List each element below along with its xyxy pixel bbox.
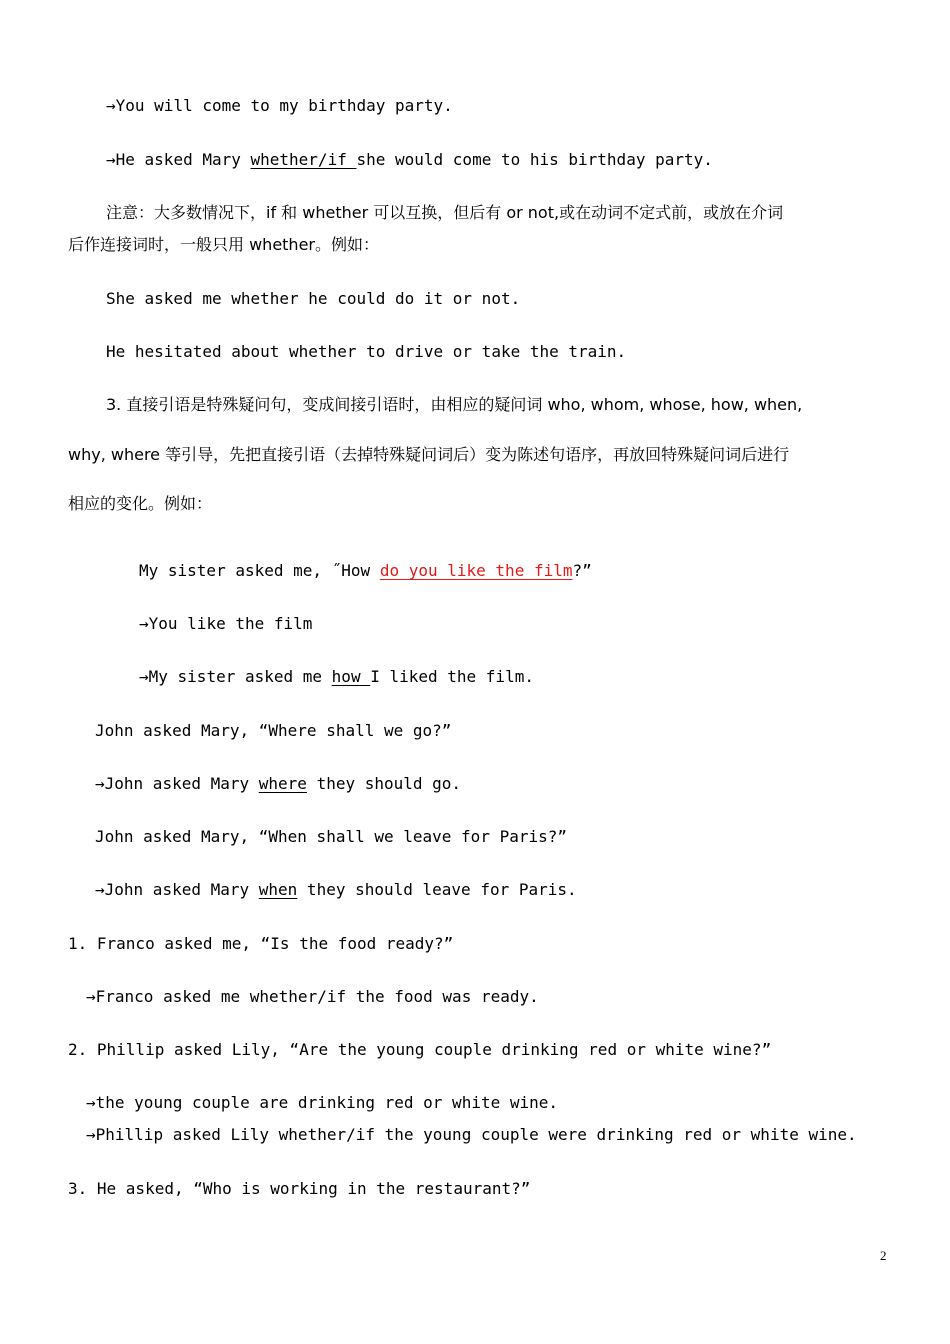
example-sentence: John asked Mary, “Where shall we go?”	[95, 721, 452, 740]
arrow-icon: →	[86, 1093, 96, 1112]
exercise-question: 1. Franco asked me, “Is the food ready?”	[68, 934, 454, 953]
example-sentence: John asked Mary, “When shall we leave for Paris?”	[95, 827, 568, 846]
answer-blank: whether/if	[250, 150, 357, 169]
arrow-icon: →	[86, 987, 96, 1006]
answer-line: →John asked Mary when they should leave for Paris.	[95, 880, 577, 899]
example-sentence: My sister asked me, ˝How do you like the film?”	[139, 561, 592, 580]
answer-line: →John asked Mary where they should go.	[95, 774, 462, 793]
answer-line: →Franco asked me whether/if the food was ready.	[86, 987, 539, 1006]
note-line-1: 注意：大多数情况下，if 和 whether 可以互换，但后有 or not,或在动词不定式前，或放在介词	[106, 203, 784, 222]
exercise-question: 3. He asked, “Who is working in the restaurant?”	[68, 1179, 531, 1198]
rule-line-3: 相应的变化。例如：	[68, 494, 213, 513]
exercise-question: 2. Phillip asked Lily, “Are the young couple drinking red or white wine?”	[68, 1040, 772, 1059]
answer-line: →My sister asked me how I liked the film.	[139, 667, 534, 686]
rule-line-1: 3. 直接引语是特殊疑问句，变成间接引语时，由相应的疑问词 who, whom, whose, how, when,	[106, 395, 803, 414]
arrow-icon: →	[86, 1125, 96, 1144]
answer-line: →Phillip asked Lily whether/if the young couple were drinking red or white wine.	[86, 1125, 857, 1144]
note-line-2: 后作连接词时，一般只用 whether。例如：	[68, 235, 379, 254]
arrow-icon: →	[139, 614, 149, 633]
answer-line: →You will come to my birthday party.	[106, 96, 453, 115]
answer-blank: when	[258, 880, 298, 899]
arrow-icon: →	[95, 880, 105, 899]
answer-line: →You like the film	[139, 614, 313, 633]
arrow-icon: →	[106, 150, 116, 169]
arrow-icon: →	[95, 774, 105, 793]
example-sentence: She asked me whether he could do it or not.	[106, 289, 521, 308]
answer-line: →He asked Mary whether/if she would come to his birthday party.	[106, 150, 713, 169]
rule-line-2: why, where 等引导，先把直接引语（去掉特殊疑问词后）变为陈述句语序，再放回特殊疑问词后进行	[68, 445, 790, 464]
answer-blank: how	[331, 667, 371, 686]
arrow-icon: →	[139, 667, 149, 686]
answer-blank: where	[258, 774, 307, 793]
page-number: 2	[880, 1248, 887, 1263]
highlighted-phrase: do you like the film	[379, 561, 573, 580]
answer-line: →the young couple are drinking red or white wine.	[86, 1093, 559, 1112]
arrow-icon: →	[106, 96, 116, 115]
example-sentence: He hesitated about whether to drive or take the train.	[106, 342, 627, 361]
